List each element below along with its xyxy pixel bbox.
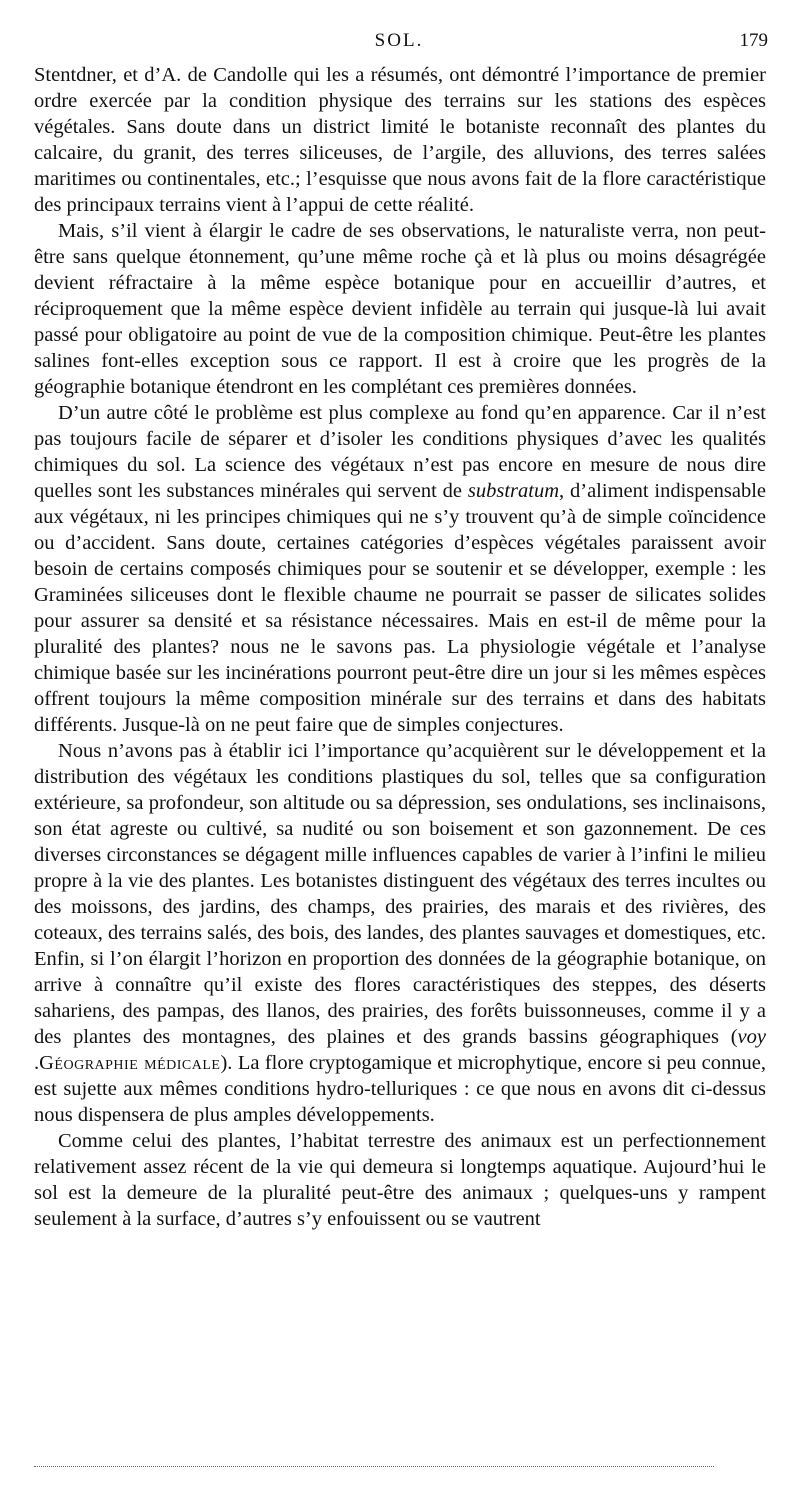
body-text [34,62,766,1232]
paragraph-text: Mais, s’il vient à élargir le cadre de ses observations, le naturaliste verra, non peut-être sans quelque étonnement, qu’une même roche çà et là plus ou moins désagrégée devient réfractaire à la même espèce botanique pour en accueillir d’autres, et réciproquement que la même espèce devient infidèle au terrain qui jusque-là lui avait passé pour obligatoire au point de vue de la composition chimique. Peut-être les plantes salines font-elles exception sous ce rapport. Il est à croire que les progrès de la géographie botanique étendront en les complétant ces premières données. [34,220,766,398]
paragraph [34,62,766,218]
paragraph-text: Comme celui des plantes, l’habitat terrestre des animaux est un perfectionnement relativement assez récent de la vie qui demeura si longtemps aquatique. Aujourd’hui le sol est la demeure de la pluralité peut-être des animaux ; quelques-uns y rampent seulement à la surface, d’autres s’y enfouissent ou se vautrent [34,1130,766,1230]
paragraph-text: . [34,1052,40,1074]
paragraph [34,218,766,400]
paragraph-text: ). La flore cryptogamique et microphytique, encore si peu connue, est sujette aux mêmes conditions hydro-telluriques : ce que nous en avons dit ci-dessus nous dispensera de plus amples développements. [34,1052,766,1126]
running-head [30,30,768,58]
paragraph [34,400,766,738]
page-number: 179 [739,30,768,51]
footer-rule [34,1466,714,1467]
smallcaps-reference: Géographie médicale [39,1052,221,1074]
paragraph [34,1128,766,1232]
paragraph-text: , d’aliment indispensable aux végétaux, ni les principes chimiques qui ne s’y trouvent qu’à de simple coïncidence ou d’accident. Sans doute, certaines catégories d’espèces végétales paraissent avoir besoin de certains composés chimiques pour se soutenir et se développer, exemple : les Graminées siliceuses dont le flexible chaume ne pourrait se passer de silicates solides pour assurer sa densité et sa résistance nécessaires. Mais en est-il de même pour la pluralité des plantes? nous ne le savons pas. La physiologie végétale et l’analyse chimique basée sur les incinérations pourront peut-être dire un jour si les mêmes espèces offrent toujours la même composition minérale sur des terrains et dans des habitats différents. Jusque-là on ne peut faire que de simples conjectures. [34,480,766,736]
italic-text: voy [737,1026,766,1048]
paragraph [34,738,766,1128]
paragraph-text: D’un autre côté le problème est plus complexe au fond qu’en apparence. Car il n’est pas toujours facile de séparer et d’isoler les conditions physiques d’avec les qualités chimiques du sol. La science des végétaux n’est pas encore en mesure de nous dire quelles sont les substances minérales qui servent de [34,402,766,502]
running-title: SOL. [374,30,424,51]
italic-text: substratum [467,480,560,502]
paragraph-text: Nous n’avons pas à établir ici l’importance qu’acquièrent sur le développement et la distribution des végétaux les conditions plastiques du sol, telles que sa configuration extérieure, sa profondeur, son altitude ou sa dépression, ses ondulations, ses inclinaisons, son état agreste ou cultivé, sa nudité ou son boisement et son gazonnement. De ces diverses circonstances se dégagent mille influences capables de varier à l’infini le milieu propre à la vie des plantes. Les botanistes distinguent des végétaux des terres incultes ou des moissons, des jardins, des champs, des prairies, des marais et des rivières, des coteaux, des terrains salés, des bois, des landes, des plantes sauvages et domestiques, etc. Enfin, si l’on élargit l’horizon en proportion des données de la géographie botanique, on arrive à connaître qu’il existe des flores caractéristiques des steppes, des déserts sahariens, des pampas, des llanos, des prairies, des forêts buissonneuses, comme il y a des plantes des montagnes, des plaines et des grands bassins géographiques ( [34,740,766,1048]
paragraph-text: Stentdner, et d’A. de Candolle qui les a résumés, ont démontré l’importance de premier ordre exercée par la condition physique des terrains sur les stations des espèces végétales. Sans doute dans un district limité le botaniste reconnaît des plantes du calcaire, du granit, des terres siliceuses, de l’argile, des alluvions, des terres salées maritimes ou continentales, etc.; l’esquisse que nous avons fait de la flore caractéristique des principaux terrains vient à l’appui de cette réalité. [34,64,766,216]
